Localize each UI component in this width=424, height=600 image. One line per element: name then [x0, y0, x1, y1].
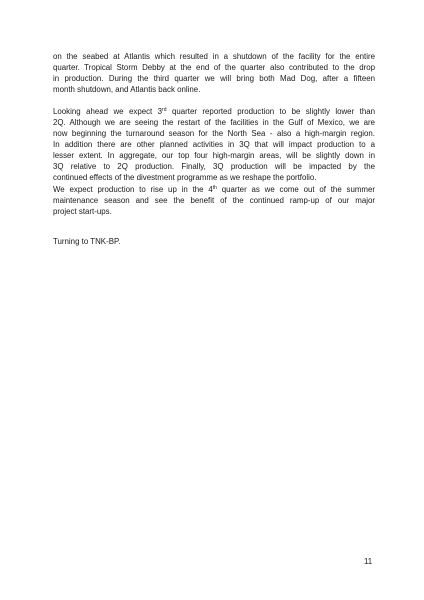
text-line: in production. During the third quarter we will bring both Mad Dog, after a fifteen [53, 74, 375, 83]
text-line: lesser extent. In aggregate, our top four high-margin areas, will be slightly down in [53, 151, 375, 160]
text-line: continued effects of the divestment programme as we reshape the portfolio. [53, 173, 317, 182]
text-line: quarter. Tropical Storm Debby at the end of the quarter also contributed to the drop [53, 63, 375, 72]
text-line: In addition there are other planned activities in 3Q that will impact production to a [53, 140, 375, 149]
ordinal-suffix: th [212, 185, 217, 191]
text-run: quarter reported production to be slightly lower than [166, 107, 375, 116]
text-line: maintenance season and see the benefit of the continued ramp-up of our major [53, 196, 375, 205]
text-line: on the seabed at Atlantis which resulted in a shutdown of the facility for the entire [53, 52, 375, 61]
text-run: quarter as we come out of the summer [216, 185, 375, 194]
ordinal-suffix: rd [162, 107, 167, 113]
page-number: 11 [364, 557, 373, 566]
text-line: project start-ups. [53, 207, 112, 216]
text-line: now beginning the turnaround season for the North Sea - also a high-margin region. [53, 129, 375, 138]
text-line: Turning to TNK-BP. [53, 237, 121, 246]
text-line [53, 184, 375, 195]
text-line: 2Q. Although we are seeing the restart of the facilities in the Gulf of Mexico, we are [53, 118, 375, 127]
text-run: We expect production to rise up in the 4 [53, 185, 213, 194]
text-run: Looking ahead we expect 3 [53, 107, 163, 116]
text-line [53, 106, 375, 117]
text-line: month shutdown, and Atlantis back online. [53, 85, 201, 94]
text-line: 3Q relative to 2Q production. Finally, 3Q production will be impacted by the [53, 162, 375, 171]
